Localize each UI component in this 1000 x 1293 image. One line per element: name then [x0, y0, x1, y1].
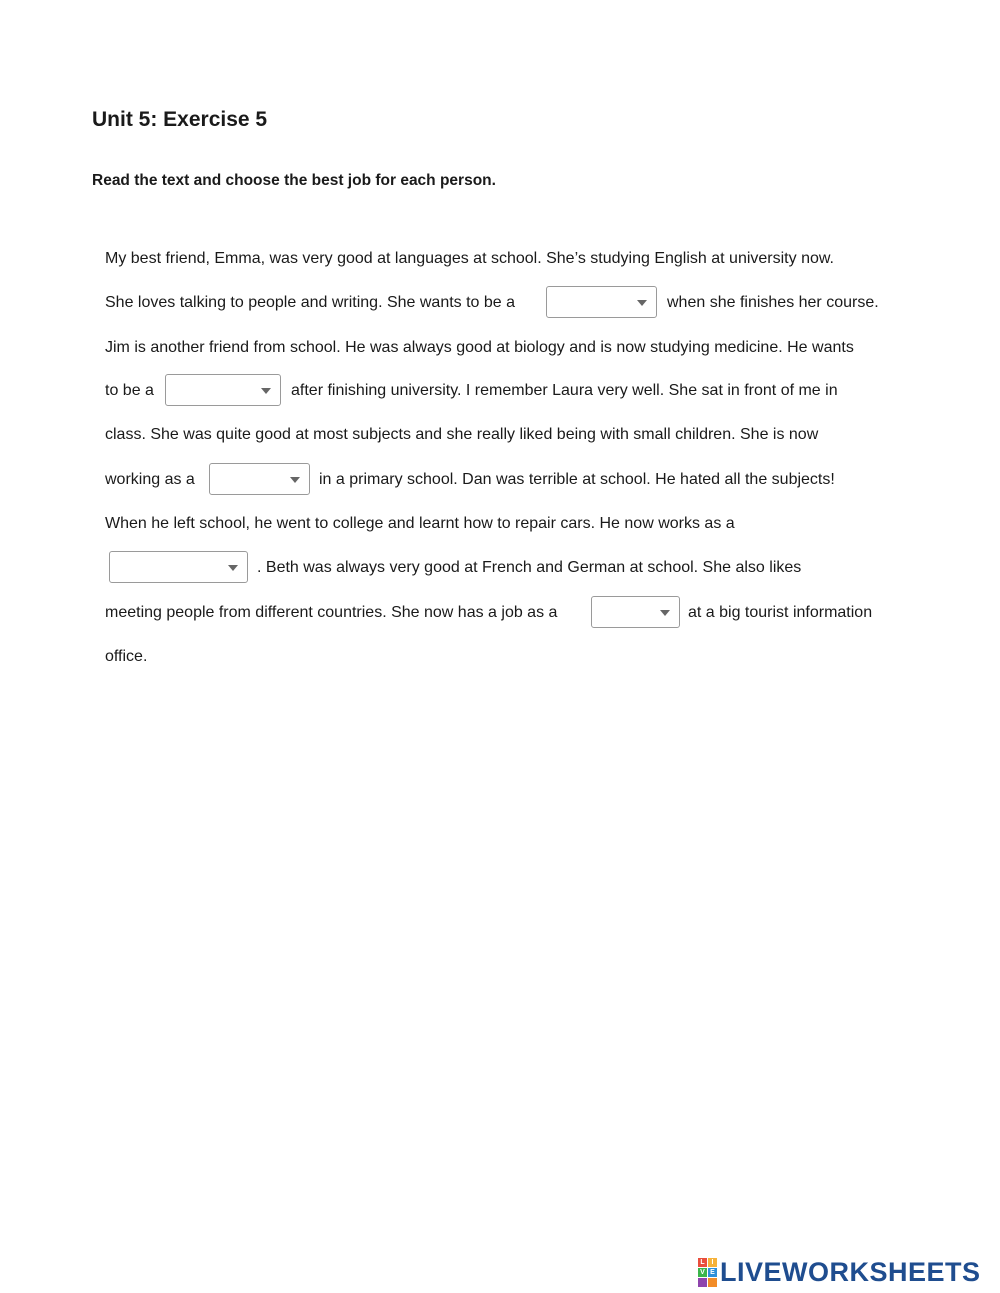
chevron-down-icon: [637, 300, 647, 306]
logo-mark-cell: L: [698, 1258, 707, 1267]
logo-mark-cell: E: [708, 1268, 717, 1277]
page-title: Unit 5: Exercise 5: [92, 108, 268, 131]
logo-mark-icon: [698, 1258, 717, 1287]
job-dropdown-dan[interactable]: [109, 551, 248, 583]
logo-mark-cell: [708, 1278, 717, 1287]
passage-line: to be a: [105, 382, 154, 399]
logo-text: LIVEWORKSHEETS: [720, 1256, 981, 1287]
passage-line: meeting people from different countries. She now has a job as a: [105, 604, 558, 621]
job-dropdown-laura[interactable]: [209, 463, 310, 495]
logo-mark-cell: V: [698, 1268, 707, 1277]
passage-line: Jim is another friend from school. He was always good at biology and is now studying medicine. He wants: [105, 339, 854, 356]
passage-line: after finishing university. I remember Laura very well. She sat in front of me in: [291, 382, 838, 399]
chevron-down-icon: [228, 565, 238, 571]
passage-line: working as a: [105, 471, 195, 488]
passage-line: class. She was quite good at most subjects and she really liked being with small children. She is now: [105, 426, 819, 443]
job-dropdown-emma[interactable]: [546, 286, 657, 318]
passage-line: My best friend, Emma, was very good at languages at school. She’s studying English at university now.: [105, 250, 834, 267]
chevron-down-icon: [660, 610, 670, 616]
liveworksheets-logo: [698, 1257, 981, 1287]
passage-line: She loves talking to people and writing. She wants to be a: [105, 294, 516, 311]
chevron-down-icon: [290, 477, 300, 483]
passage-line: When he left school, he went to college and learnt how to repair cars. He now works as a: [105, 515, 735, 532]
passage-line: . Beth was always very good at French and German at school. She also likes: [257, 559, 802, 576]
passage-line: office.: [105, 648, 148, 665]
passage-line: in a primary school. Dan was terrible at school. He hated all the subjects!: [319, 471, 835, 488]
logo-mark-cell: [698, 1278, 707, 1287]
job-dropdown-beth[interactable]: [591, 596, 680, 628]
chevron-down-icon: [261, 388, 271, 394]
passage-line: at a big tourist information: [688, 604, 873, 621]
job-dropdown-jim[interactable]: [165, 374, 281, 406]
passage-line: when she finishes her course.: [667, 294, 879, 311]
instruction-text: Read the text and choose the best job for each person.: [92, 172, 496, 189]
logo-mark-cell: I: [708, 1258, 717, 1267]
